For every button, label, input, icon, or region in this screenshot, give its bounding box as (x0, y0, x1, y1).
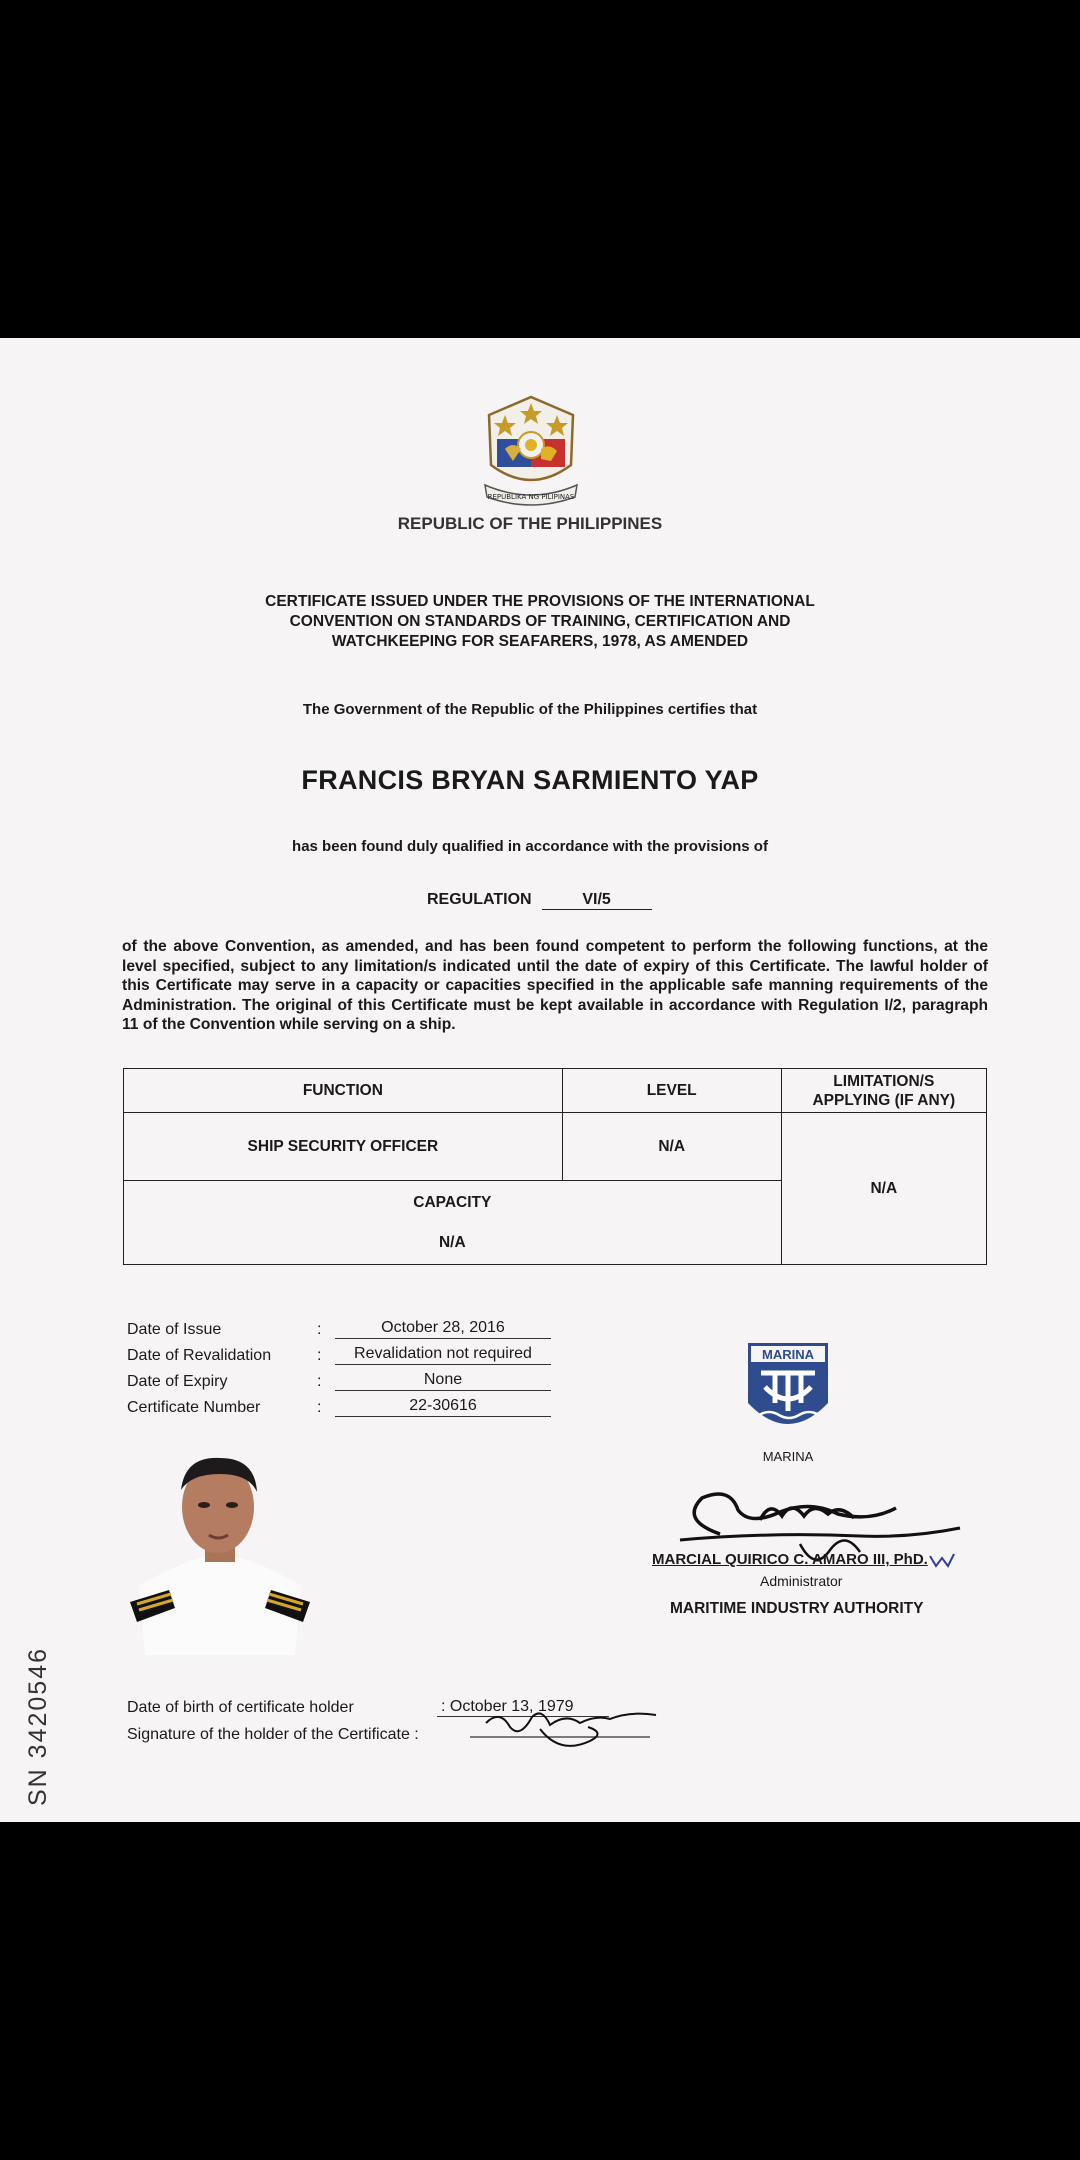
level-value: N/A (562, 1113, 781, 1181)
coat-of-arms-seal (475, 393, 587, 513)
detail-row-number (127, 1391, 551, 1417)
certificate-details (127, 1313, 551, 1417)
revalidation-label: Date of Revalidation (127, 1347, 272, 1364)
country-title: REPUBLIC OF THE PHILIPPINES (397, 514, 663, 533)
limitation-header-line-1: LIMITATION/S (833, 1072, 935, 1090)
dob-label: Date of birth of certificate holder (127, 1699, 354, 1716)
dob-value: : October 13, 1979 (437, 1698, 609, 1717)
administrator-title: Administrator (760, 1573, 843, 1589)
qualified-line: has been found duly qualified in accordance with the provisions of (292, 838, 768, 855)
issue-colon: : (317, 1321, 322, 1338)
holder-name: FRANCIS BRYAN SARMIENTO YAP (301, 765, 759, 795)
detail-row-expiry (127, 1365, 551, 1391)
administrator-name: MARCIAL QUIRICO C. AMARO III, PhD. (652, 1551, 928, 1568)
limitation-header (781, 1069, 986, 1113)
marina-logo-text: MARINA (762, 1347, 814, 1362)
marina-logo (745, 1341, 831, 1441)
certificate-heading: CERTIFICATE ISSUED UNDER THE PROVISIONS OF THE INTERNATIONAL CONVENTION ON STANDARDS OF TRAINING, CERTIFICATION AND WATCHKEEPING FOR SEAFARERS, 1978, AS AMENDED (265, 593, 815, 650)
functions-table (123, 1068, 987, 1265)
expiry-colon: : (317, 1373, 322, 1390)
capacity-value: N/A (438, 1233, 466, 1251)
limitation-value: N/A (781, 1113, 986, 1265)
certificate-body: of the above Convention, as amended, and has been found competent to perform the following functions, at the level specified, subject to any limitation/s indicated until the date of expiry of this Certificate. The lawful holder of this Certificate may serve in a capacity or capacities specified in the applicable safe manning requirements of the Administration. The original of this Certificate must be kept available in accordance with Regulation I/2, paragraph 11 of the Convention while serving on a ship. (122, 938, 988, 1033)
revalidation-colon: : (317, 1347, 322, 1364)
detail-row-revalidation (127, 1339, 551, 1365)
serial-number: SN 3420546 (24, 1646, 52, 1806)
issue-label: Date of Issue (127, 1321, 222, 1338)
issue-value: October 28, 2016 (335, 1319, 551, 1339)
regulation-value: VI/5 (542, 891, 652, 910)
holder-signature-label: Signature of the holder of the Certificate : (127, 1726, 419, 1743)
capacity-cell (124, 1181, 782, 1265)
function-value: SHIP SECURITY OFFICER (124, 1113, 563, 1181)
agency-name: MARITIME INDUSTRY AUTHORITY (670, 1600, 924, 1617)
level-header: LEVEL (562, 1069, 781, 1113)
expiry-value: None (335, 1371, 551, 1391)
holder-photo (125, 1450, 315, 1655)
capacity-header: CAPACITY (413, 1193, 492, 1211)
regulation-label: REGULATION (427, 891, 532, 908)
number-label: Certificate Number (127, 1399, 261, 1416)
number-value: 22-30616 (335, 1397, 551, 1417)
number-colon: : (317, 1399, 322, 1416)
marina-label: MARINA (762, 1449, 814, 1464)
regulation-line (427, 891, 652, 910)
certifies-line: The Government of the Republic of the Philippines certifies that (302, 701, 758, 718)
detail-row-issue (127, 1313, 551, 1339)
certificate-sheet (0, 338, 1080, 1822)
function-header: FUNCTION (124, 1069, 563, 1113)
revalidation-value: Revalidation not required (335, 1345, 551, 1365)
limitation-header-line-2: APPLYING (IF ANY) (812, 1091, 956, 1109)
seal-scroll-text: REPUBLIKA NG PILIPINAS (487, 493, 575, 501)
holder-signature (470, 1703, 660, 1753)
expiry-label: Date of Expiry (127, 1373, 228, 1390)
